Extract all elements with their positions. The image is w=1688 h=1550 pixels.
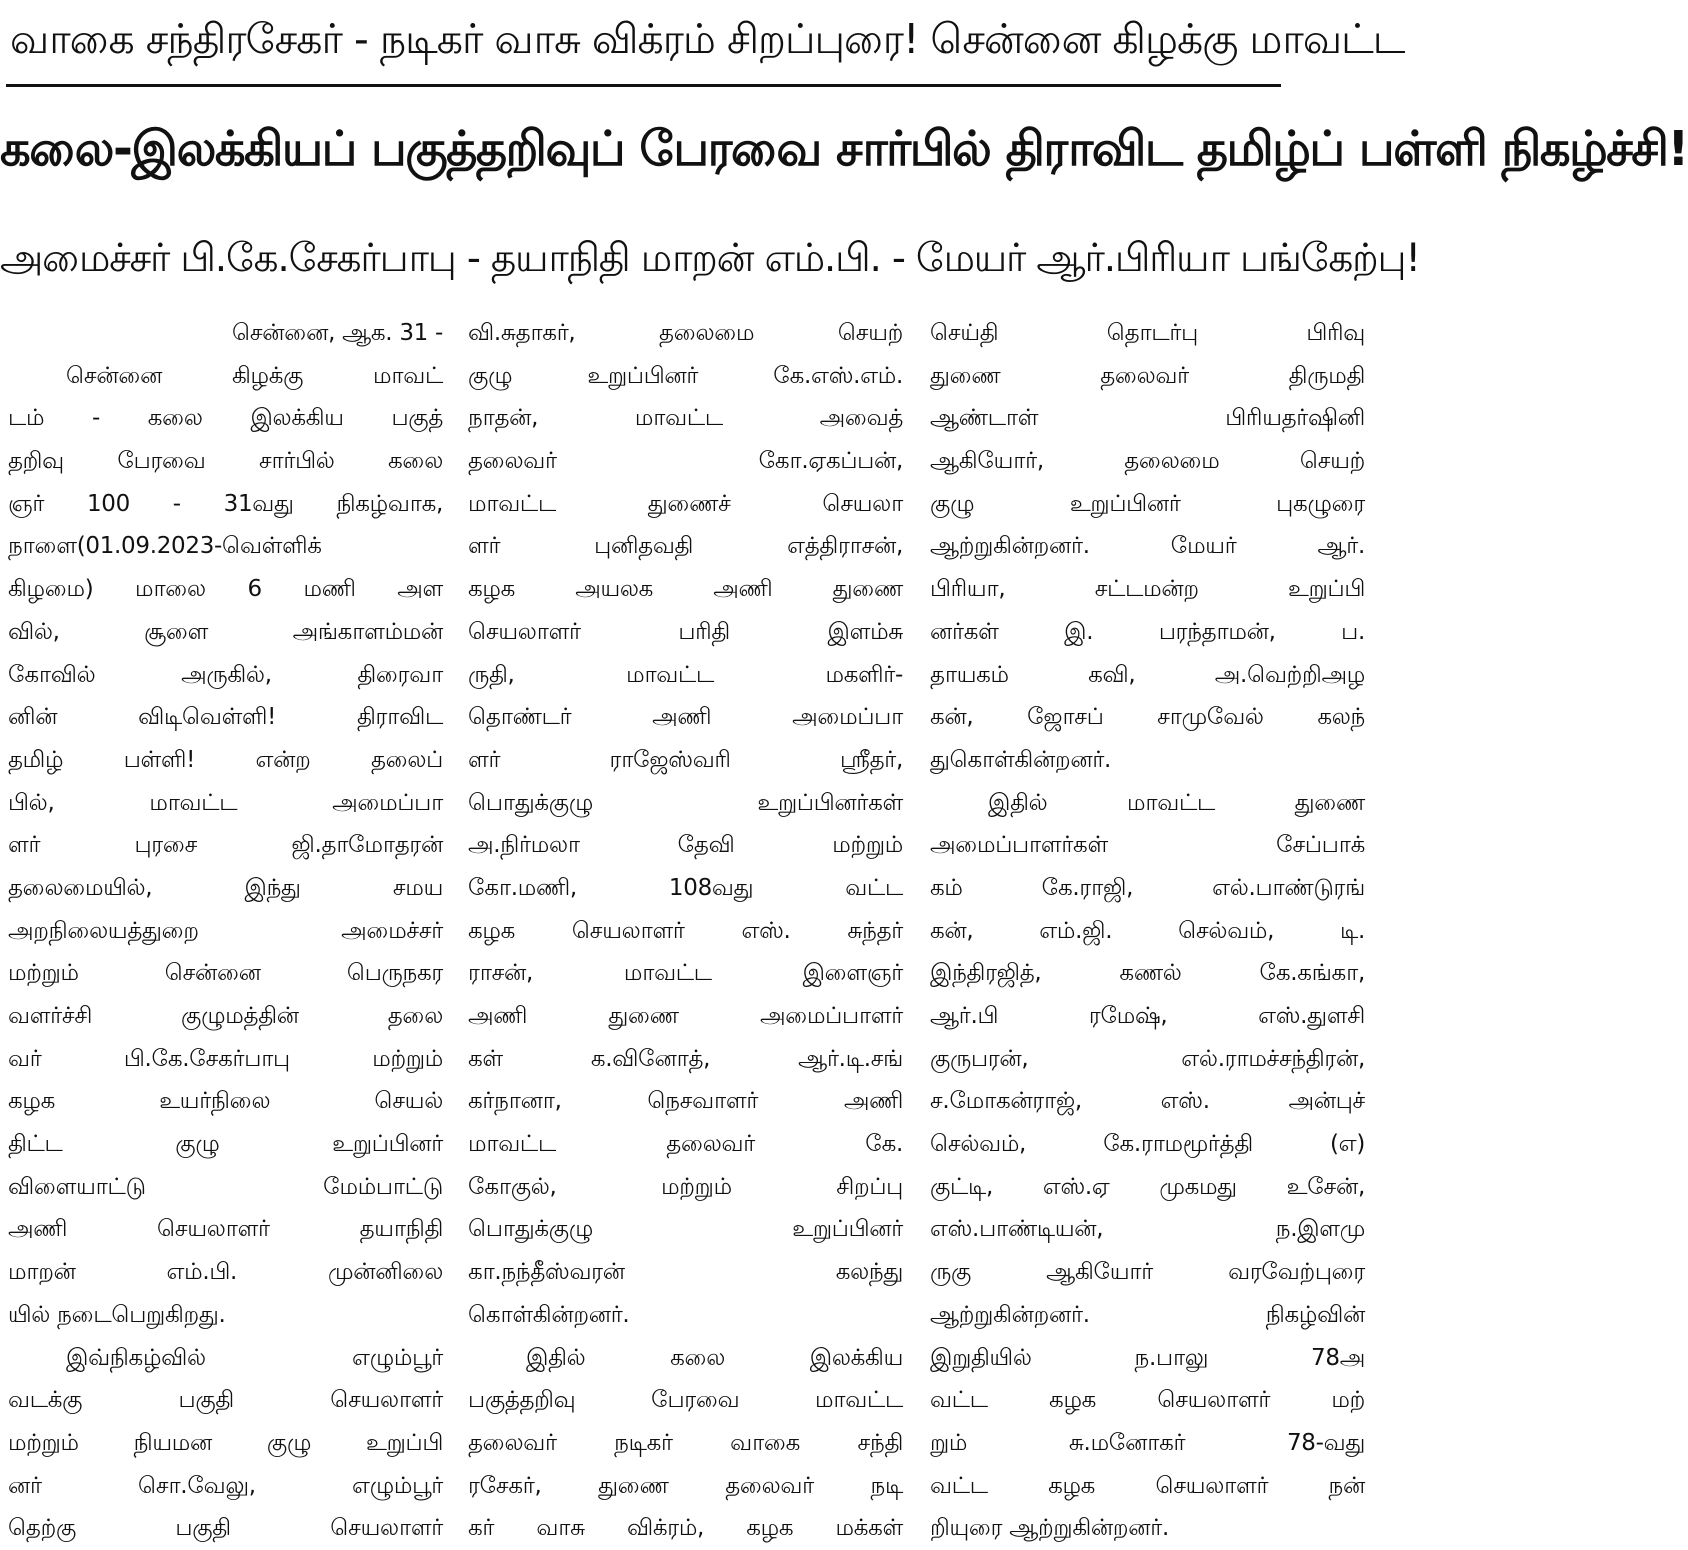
article-line: ஆர்.பி ரமேஷ், எஸ்.துளசி — [930, 1003, 1365, 1029]
article-line: சென்னை, ஆக. 31 - — [231, 320, 443, 346]
main-headline: கலை-இலக்கியப் பகுத்தறிவுப் பேரவை சார்பில் திராவிட தமிழ்ப் பள்ளி நிகழ்ச்சி! — [0, 121, 1688, 177]
article-line: தலைமையில், இந்து சமய — [8, 874, 443, 901]
article-line: செல்வம், கே.ராமமூர்த்தி (எ) — [930, 1131, 1365, 1158]
article-line: குருபரன், எல்.ராமச்சந்திரன், — [930, 1045, 1365, 1072]
article-line: அறநிலையத்துறை அமைச்சர் — [8, 917, 443, 944]
article-line: வட்ட கழக செயலாளர் நன் — [930, 1472, 1365, 1499]
article-line: தொண்டர் அணி அமைப்பா — [468, 704, 903, 731]
article-line: குட்டி, எஸ்.ஏ முகமது உசேன், — [930, 1173, 1365, 1200]
article-line: கன், ஜோசப் சாமுவேல் கலந் — [930, 704, 1365, 731]
headline-rule — [6, 84, 1281, 87]
article-line: இதில் கலை இலக்கிய — [526, 1344, 903, 1371]
article-line: கழக உயர்நிலை செயல் — [8, 1088, 443, 1115]
article-line: னர் சொ.வேலு, எழும்பூர் — [8, 1472, 443, 1499]
article-line: மாறன் எம்.பி. முன்னிலை — [8, 1259, 443, 1286]
article-line: கொள்கின்றனர். — [468, 1301, 630, 1328]
article-line: ருதி, மாவட்ட மகளிர்- — [468, 661, 903, 688]
article-line: கோ.மணி, 108வது வட்ட — [468, 874, 903, 901]
article-line: பில், மாவட்ட அமைப்பா — [8, 789, 443, 816]
article-line: ருகு ஆகியோர் வரவேற்புரை — [930, 1259, 1365, 1286]
article-line: வளர்ச்சி குழுமத்தின் தலை — [8, 1003, 443, 1029]
article-line: இவ்நிகழ்வில் எழும்பூர் — [66, 1344, 443, 1371]
article-line: குழு உறுப்பினர் புகழுரை — [930, 490, 1365, 517]
article-line: றும் சு.மனோகர் 78-வது — [930, 1429, 1365, 1456]
article-line: ளர் ராஜேஸ்வரி ஸ்ரீதர், — [468, 746, 903, 773]
article-column-3 — [930, 312, 1365, 1542]
article-line: குழு உறுப்பினர் கே.எஸ்.எம். — [468, 362, 903, 389]
article-line: கள் க.வினோத், ஆர்.டி.சங் — [468, 1045, 903, 1072]
article-line: அமைப்பாளர்கள் சேப்பாக் — [930, 832, 1365, 859]
article-line: தலைவர் கோ.ஏகப்பன், — [468, 448, 903, 475]
article-line: தலைவர் நடிகர் வாகை சந்தி — [468, 1429, 903, 1456]
article-line: சென்னை கிழக்கு மாவட் — [66, 362, 443, 389]
article-line: மற்றும் நியமன குழு உறுப்பி — [8, 1429, 443, 1456]
article-line: ஞர் 100 - 31வது நிகழ்வாக, — [8, 490, 443, 517]
article-line: யில் நடைபெறுகிறது. — [8, 1301, 226, 1328]
article-line: வில், சூளை அங்காளம்மன் — [8, 618, 443, 645]
article-line: அணி செயலாளர் தயாநிதி — [8, 1216, 443, 1243]
article-line: ச.மோகன்ராஜ், எஸ். அன்புச் — [930, 1088, 1365, 1115]
article-line: ரசேகர், துணை தலைவர் நடி — [468, 1472, 903, 1499]
article-line: செய்தி தொடர்பு பிரிவு — [930, 320, 1365, 346]
article-line: கா.நந்தீஸ்வரன் கலந்து — [468, 1259, 903, 1286]
article-line: கம் கே.ராஜி, எல்.பாண்டுரங் — [930, 874, 1365, 901]
article-line: தாயகம் கவி, அ.வெற்றிஅழ — [930, 661, 1365, 688]
article-line: வட்ட கழக செயலாளர் மற் — [930, 1387, 1365, 1414]
article-line: செயலாளர் பரிதி இளம்சு — [468, 618, 903, 645]
article-line: னர்கள் இ. பரந்தாமன், ப. — [930, 618, 1365, 645]
article-line: நாளை(01.09.2023-வெள்ளிக் — [8, 533, 322, 560]
article-line: வி.சுதாகர், தலைமை செயற் — [468, 320, 903, 346]
article-line: தெற்கு பகுதி செயலாளர் — [8, 1515, 443, 1542]
article-line: திட்ட குழு உறுப்பினர் — [8, 1131, 443, 1158]
kicker-headline: வாகை சந்திரசேகர் - நடிகர் வாசு விக்ரம் சிறப்புரை! சென்னை கிழக்கு மாவட்ட — [10, 15, 1405, 63]
article-line: கன், எம்.ஜி. செல்வம், டி. — [930, 917, 1365, 944]
article-line: மாவட்ட தலைவர் கே. — [468, 1131, 903, 1158]
article-line: னின் விடிவெள்ளி! திராவிட — [8, 704, 443, 731]
article-line: மற்றும் சென்னை பெருநகர — [8, 960, 443, 987]
article-line: ஆற்றுகின்றனர். நிகழ்வின் — [930, 1301, 1365, 1328]
article-line: இதில் மாவட்ட துணை — [988, 789, 1365, 816]
article-column-2 — [468, 312, 903, 1542]
article-line: தமிழ் பள்ளி! என்ற தலைப் — [8, 746, 443, 773]
article-line: அணி துணை அமைப்பாளர் — [468, 1003, 903, 1029]
article-line: கழக அயலக அணி துணை — [468, 576, 903, 603]
article-line: வடக்கு பகுதி செயலாளர் — [8, 1387, 443, 1414]
article-line: விளையாட்டு மேம்பாட்டு — [8, 1173, 443, 1200]
article-line: ஆகியோர், தலைமை செயற் — [930, 448, 1365, 475]
article-line: துணை தலைவர் திருமதி — [930, 362, 1365, 389]
article-line: துகொள்கின்றனர். — [930, 746, 1112, 773]
article-line: நாதன், மாவட்ட அவைத் — [468, 405, 903, 432]
article-line: றியுரை ஆற்றுகின்றனர். — [930, 1515, 1169, 1542]
article-line: கோகுல், மற்றும் சிறப்பு — [468, 1173, 903, 1200]
article-line: தறிவு பேரவை சார்பில் கலை — [8, 448, 443, 475]
article-line: ஆற்றுகின்றனர். மேயர் ஆர். — [930, 533, 1365, 560]
article-line: டம் - கலை இலக்கிய பகுத் — [8, 405, 443, 432]
article-line: இறுதியில் ந.பாலு 78அ — [930, 1344, 1365, 1371]
article-line: பொதுக்குழு உறுப்பினர்கள் — [468, 789, 903, 816]
article-line: கழக செயலாளர் எஸ். சுந்தர் — [468, 917, 903, 944]
article-line: வர் பி.கே.சேகர்பாபு மற்றும் — [8, 1045, 443, 1072]
article-line: கிழமை) மாலை 6 மணி அள — [8, 576, 443, 603]
article-line: கோவில் அருகில், திரைவா — [8, 661, 443, 688]
article-line: ராசன், மாவட்ட இளைஞர் — [468, 960, 903, 987]
article-line: மாவட்ட துணைச் செயலா — [468, 490, 903, 517]
article-line: எஸ்.பாண்டியன், ந.இளமு — [930, 1216, 1365, 1243]
article-line: பகுத்தறிவு பேரவை மாவட்ட — [468, 1387, 903, 1414]
article-line: ஆண்டாள் பிரியதர்ஷினி — [930, 405, 1365, 432]
article-line: கர் வாசு விக்ரம், கழக மக்கள் — [468, 1515, 903, 1542]
article-line: கர்நானா, நெசவாளர் அணி — [468, 1088, 903, 1115]
article-line: இந்திரஜித், கணல் கே.கங்கா, — [930, 960, 1365, 987]
sub-headline: அமைச்சர் பி.கே.சேகர்பாபு - தயாநிதி மாறன் எம்.பி. - மேயர் ஆர்.பிரியா பங்கேற்பு! — [0, 236, 1420, 281]
article-line: அ.நிர்மலா தேவி மற்றும் — [468, 832, 903, 859]
article-line: ளர் புரசை ஜி.தாமோதரன் — [8, 832, 443, 859]
article-line: பிரியா, சட்டமன்ற உறுப்பி — [930, 576, 1365, 603]
article-column-1 — [8, 312, 443, 1542]
article-line: ளர் புனிதவதி எத்திராசன், — [468, 533, 903, 560]
article-line: பொதுக்குழு உறுப்பினர் — [468, 1216, 903, 1243]
